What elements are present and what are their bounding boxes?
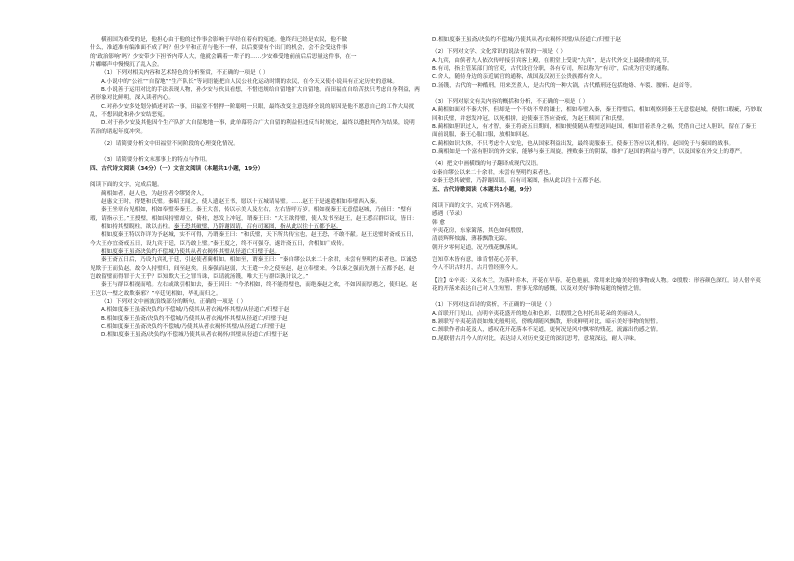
underlined-sentence: 秦王恐其破璧，乃辞谢固请，召有司案图，指从此以往十五都予赵。	[173, 223, 342, 230]
option-d: D.汤镬，古代的一种酷刑，用来烹煮人，是古代的一种大锅，古代酷刑还包括炮烙、车裂、腰斩、赵首等。	[432, 82, 696, 89]
section-5-title: 五、古代诗歌阅读（本题共1小题，9分）	[432, 186, 535, 193]
translation-item: ①秦自缪公以来二十余君，未尝有坚明约束者也。	[432, 169, 555, 176]
classical-paragraph: 相如度秦王特以诈详为予赵城，实不可得，乃谓秦王曰：“和氏璧，天下所共传宝也，赵王恐，不敢不献。赵王送璧时斋戒五日，今大王亦宜斋戒五日，设九宾于廷，臣乃敢上璧。”秦王度之，终不可强夺，遂许斋五日，舍相如广成传。	[90, 232, 418, 247]
option-c: C.相如度秦王虽斋决负约不偿城/乃使其从者衣褐怀其璧/从径道亡/归璧于赵	[101, 324, 286, 330]
question-stem: （1）下列对这首诗的赏析，不正确的一项是（ ）	[432, 302, 555, 309]
poem-note: 【注】①辛夷：又名木兰，为落叶乔木，开花在早春，花色艳丽，常用来比喻美好的事物或人物。②殷殷：形容颜色深红。诗人借辛夷花的开落来表达自己对人生短暂、世事无常的感慨，以及对美好事物易逝的惋惜之情。	[432, 277, 761, 292]
intro-line: 片嘟嘟声中慢慢沉了乱入会。	[90, 62, 163, 69]
section-4-title: 四、古代诗文阅读（34分）（一）文言文阅读（本题共1小题，19分）	[90, 165, 264, 172]
classical-paragraph: 蔺相如者，赵人也，为赵宦者令缪贤舍人。	[101, 190, 208, 197]
option-b: B.相如度秦王虽斋/决负约不偿城/乃使其从者衣褐/怀其璧从径道亡/归璧于赵	[101, 315, 288, 322]
intro-line: 什么，准道准有编准面不成了吗？但少平和正青与他不一样，以后要要有个出门的机会，会不会受这件事	[90, 45, 348, 52]
right-column	[432, 36, 762, 343]
translation-item: ②秦王恐其破璧，乃辞谢固请，召有司案图，指从此以往十五都予赵。	[432, 178, 605, 185]
intro-line: 的‘政治影响’吗？少安带少下担爷内带人大，他就会瞒着一辈子的……少安难受地前前后后思量这件事，在一	[90, 53, 357, 60]
option-a: A.九宾，由傧者九人依次传呼接引宾客上殿，在朝堂上受说“九宾”，是古代外交上最隆重的礼节。	[432, 57, 673, 64]
option-a: A.蔺相如面对不秦大怀，但却是一个不妨不卑的谦士，相如奉璧入秦，秦王得璧后，相如观察到秦王无意偿赵城，便借口瑕疵，巧妙取回和氏璧，并怒发冲冠，以死相拼，迫使秦王答应斋戒，为赵王赎回了和氏璧。	[432, 107, 762, 122]
poem-author: 韩 愈	[432, 219, 445, 226]
option-a: A.小说中的“公社”“自留地”“生产队长”等词语能把自人民公社化运动时期的农民，在今天又使小说具有正定历史的意味。	[101, 78, 398, 85]
left-column	[90, 36, 420, 340]
classical-paragraph: 秦王坐章台见相如，相如奉璧奏秦王。秦王大喜，传以示美人及左右，左右皆呼万岁。相如视秦王无意偿赵城，乃前曰：“璧有瑕，请指示王。”王授璧，相如因持璧却立，倚柱，怒发上冲冠，谓秦王曰：“大王欲得璧，使人发书至赵王，赵王悉召群臣议，皆曰：	[90, 207, 418, 222]
wavy-underlined-sentence: 相如度秦王虽斋决负约不偿城乃使其从者衣褐怀其璧从径道亡归璧于赵。	[101, 248, 281, 255]
classical-paragraph: 赵惠文王时，得楚和氏璧。秦昭王闻之，使人遗赵王书，愿以十五城请易璧。……赵王于是遂遣相如奉璧西入秦。	[101, 198, 381, 205]
classical-paragraph	[90, 223, 420, 231]
option-d: D.对于孙少安及其他因个生产队扩大自留地地一事，此单幕符合广大自留的利益但违反当时规定，最终以遭批判作为结果，说明苦治的诸起年度冲突。	[90, 120, 415, 135]
option-b: B.有司，指主管某部门的官吏，古代设官分职，各有专司，所以称为“有司”，后成为官吏的通称。	[432, 66, 673, 73]
question-stem: （2）下列对文学、文化常识的说法有误的一项是（ ）	[432, 49, 566, 56]
poem-title: 感遇（节录）	[432, 211, 466, 218]
question-stem: （1）下列对相关内容和艺术特色的分析鉴赏，不正确的一项是（ ）	[101, 70, 269, 77]
option-b: B.小说善于运用对比的手法表现人物，孙少安与伙员看想，不惜违规给自留地扩大自留地，而田福直自给苦扶只考虑自身利益，两者形象对比鲜明，深入读者内心。	[90, 87, 420, 102]
question-stem: （4）把文中画横线的句子翻译成现代汉语。	[432, 161, 542, 168]
option-c: C.对孙少安多处划分描述对话一事，田福堂不惜押一阶聪明一只眼，最终改变主意选择全说的原因是他不愿意自己的工作大局扰乱，不想因此和孙少安结恶冤。	[90, 103, 415, 119]
option-c: C.舍人，随侍身边的亲近属官的通称，战国及汉初王公贵族都有舍人。	[432, 74, 606, 81]
classical-paragraph: 秦王斋五日后，乃设九宾礼于廷，引赵使者蔺相如。相如至，谓秦王曰：“秦自缪公以来二十余君，未尝有坚明约束者也。臣诚恐见欺于王而负赵，故令人持璧归，间至赵矣。且秦强而赵弱，大王遣一介之使至赵，赵立奉璧来。今以秦之强而先割十五都予赵，赵岂敢留璧而得罪于大王乎？臣知欺大王之罪当诛，臣请就汤镬，唯大王与群臣孰计议之。”	[90, 257, 418, 280]
option-a: A.相如度秦王虽斋决负约/不偿城/乃使其从者衣褐/怀其璧/从径道亡/归璧于赵	[101, 307, 290, 314]
poem-line: 清晨辉辉烛露，薄暮飘散无踪。	[432, 236, 511, 243]
option-a: A.首联开门见山，点明辛夷花盛开的地点和色彩，以殷殷之色衬托出花朵的美丽动人。	[432, 310, 645, 317]
classical-sentence: 相如持其璧睨柱，欲以击柱。	[101, 223, 174, 230]
option-d: D.相如度秦王虽斋/决负约不偿城/乃使其从者/衣褐怀其璧/从径道亡/归璧于赵	[432, 37, 621, 43]
option-c: C.蔺相如识大体，不只考虑个人安危，也从国家利益出发，最终说服秦王，使秦王答应以礼相待，赵国免于与秦国的战事。	[432, 140, 735, 147]
question-3: （3）请简要分析文末那事上的特点与作用。	[101, 157, 211, 164]
reading-prompt: 阅读下面的文字，完成后题。	[90, 182, 163, 189]
option-b: B.蔺相如胆识过人，有才智，秦王将斋五日期间，相如便使随从将璧送回赵国，相如冒着杀身之祸，凭借自己过人胆识，留在了秦王面前说服，秦王心服口服，放相如回赵。	[432, 124, 757, 139]
intro-line: 横祖国为难受的是，他担心由于他的过作事会影响于早经在着有的冤迹。他终归已经是农民，他不做	[101, 37, 348, 43]
poem-line: 朝开夕零何足道，况乃残花飘落风。	[432, 244, 522, 251]
option-d: D.相如度秦王虽斋/决负约/不偿城乃使其从者衣褐怀/其璧从径道亡/归璧于赵	[101, 332, 289, 339]
poem-line: 辛夷花房，东家篱落，其色如何殷殷，	[432, 227, 528, 234]
question-2: （2）请简要分析文中田福堂不同阶段的心理变化情况。	[101, 141, 239, 148]
poem-line: 今人不识古时月，古月曾经照今人。	[432, 265, 522, 272]
question-stem: （1）下列对文中画波浪线部分的断句，正确的一项是（ ）	[101, 298, 247, 305]
option-d: D.蔺相如是一个富有胆识的外交家，能够与秦王周旋，挫败秦王的阴谋，维护了赵国的利益与尊严，以及国家在外交上的尊严。	[432, 149, 746, 156]
classical-paragraph: 秦王与群臣相视而嘻。左右或欲引相如去，秦王因曰：“今杀相如，终不能得璧也，而绝秦赵之欢，不如因而厚遇之，使归赵，赵王岂以一璧之故欺秦邪？”卒廷见相如，毕礼而归之。	[90, 282, 418, 297]
poem-prompt: 阅读下面的文字，完成下列各题。	[432, 202, 516, 209]
option-c: C.颈联作者由花及人，感叹花开花落本不足道，更何况是风中飘零的残花，流露出伤感之情。	[432, 327, 662, 334]
option-b: B.颔联写辛夷花清晨如烛光般明亮，傍晚却随风飘散，形成鲜明对比，暗示美好事物的短暂。	[432, 318, 662, 325]
question-stem: （3）下列对原文有关内容的概括和分析，不正确的一项是（ ）	[432, 99, 589, 106]
poem-line: 岂知草木皆有意，谁肯惜花心芳菲。	[432, 256, 522, 263]
option-d: D.尾联借古月今人的对比，表达诗人对历史变迁的深沉思考，意境深远，耐人寻味。	[432, 335, 640, 342]
